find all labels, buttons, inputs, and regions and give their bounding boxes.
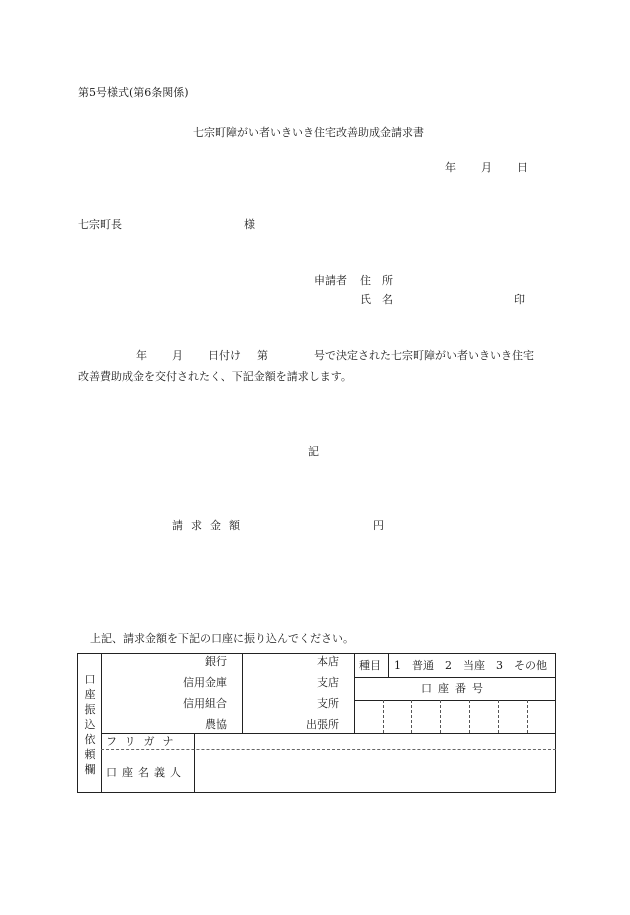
account-type-label: 種目	[359, 659, 381, 672]
ki-mark: 記	[308, 445, 319, 458]
branch-agency: 出張所	[306, 718, 339, 731]
transfer-note: 上記、請求金額を下記の口座に振り込んでください。	[90, 632, 354, 645]
body-no-prefix: 第	[257, 349, 268, 362]
branch-sub-branch: 支所	[317, 697, 339, 710]
account-holder-label: 口座名義人	[106, 766, 186, 779]
institution-shinkumi: 信用組合	[183, 697, 227, 710]
page-title: 七宗町障がい者いきいき住宅改善助成金請求書	[193, 126, 424, 139]
applicant-name-label: 氏 名	[360, 293, 393, 306]
branch-branch: 支店	[317, 676, 339, 689]
date-month-label: 月	[481, 161, 492, 174]
addressee-name: 七宗町長	[78, 218, 122, 231]
bank-side-label: 口座振込依頼欄	[84, 673, 96, 776]
applicant-label: 申請者	[314, 274, 347, 287]
account-number-label: 口座番号	[421, 682, 489, 695]
institution-shinkin: 信用金庫	[183, 676, 227, 689]
body-line2: 改善費助成金を交付されたく、下記金額を請求します。	[78, 370, 352, 383]
body-year: 年	[136, 349, 147, 362]
date-year-label: 年	[445, 161, 456, 174]
account-type-options: 1 普通 2 当座 3 その他	[394, 659, 547, 672]
institution-nokyo: 農協	[205, 718, 227, 731]
body-dated: 日付け	[208, 349, 241, 362]
amount-label: 請求金額	[172, 519, 248, 532]
furigana-label: フリガナ	[106, 735, 182, 748]
body-line1-rest: 号で決定された七宗町障がい者いきいき住宅	[314, 349, 534, 362]
form-number: 第5号様式(第6条関係)	[78, 86, 189, 99]
seal-mark: 印	[514, 293, 525, 306]
branch-head-office: 本店	[317, 655, 339, 668]
amount-unit: 円	[373, 519, 384, 532]
date-day-label: 日	[517, 161, 528, 174]
addressee-honorific: 様	[244, 218, 255, 231]
body-month: 月	[172, 349, 183, 362]
institution-bank: 銀行	[205, 655, 227, 668]
applicant-address-label: 住 所	[360, 274, 393, 287]
